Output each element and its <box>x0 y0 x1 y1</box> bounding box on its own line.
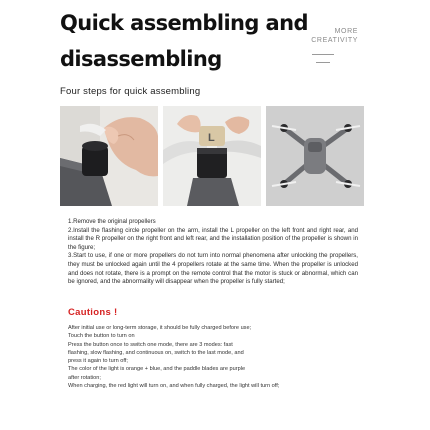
tagline-underline-short <box>312 54 334 55</box>
tagline <box>311 27 358 45</box>
page-title-line-1: Quick assembling and <box>60 11 308 35</box>
tagline-underline-shorter <box>316 62 330 63</box>
caution-line: press it again to turn off; <box>68 358 128 365</box>
caution-line: after rotation; <box>68 374 101 381</box>
caution-line: Touch the button to turn on <box>68 333 135 340</box>
photo-propeller-l-graphic <box>163 106 261 206</box>
caution-line: flashing, slow flashing, and continuous on, switch to the last mode, and <box>68 349 244 356</box>
caution-line: When charging, the red light will turn on, and when fully charged, the light will turn off; <box>68 383 280 390</box>
subtitle: Four steps for quick assembling <box>60 86 201 97</box>
step-3: 3.Start to use, if one or more propellers do not turn into normal phenomena after unlocking the propellers, they must be unlocked again until the 4 propellers rotate at the same time. When the propeller is unlocked and does not rotate, there is a prompt on the remote control that the motor is stuck or abnormal, which can be ignored, and the abnormality will disappear when the propeller is fully started; <box>68 252 358 286</box>
tagline-more: MORE <box>334 28 358 35</box>
photo-drone-graphic <box>266 106 364 206</box>
step-1: 1.Remove the original propellers <box>68 218 156 225</box>
cautions-heading: Cautions ! <box>68 307 118 318</box>
caution-line: The color of the light is orange + blue, and the paddle blades are purple <box>68 366 246 373</box>
caution-line: Press the button once to switch one mode, there are 3 modes: fast <box>68 341 233 348</box>
page-title-line-2: disassembling <box>60 47 222 71</box>
photo-hand-propeller <box>60 106 158 206</box>
photo-assembled-drone <box>266 106 364 206</box>
cautions-list <box>68 324 363 390</box>
tagline-creativity: CREATIVITY <box>311 37 358 44</box>
l-marking-glyph: L <box>208 132 215 144</box>
photo-propeller-l-marking <box>163 106 261 206</box>
step-2: 2.Install the flashing circle propeller on the arm, install the L propeller on the left front and right rear, and install the R propeller on the right front and left rear, and the installation position of the propeller is shown in the figure; <box>68 226 358 251</box>
photo-hand-propeller-graphic <box>60 106 158 206</box>
caution-line: After initial use or long-term storage, it should be fully charged before use; <box>68 325 252 331</box>
assembly-steps <box>68 218 358 287</box>
